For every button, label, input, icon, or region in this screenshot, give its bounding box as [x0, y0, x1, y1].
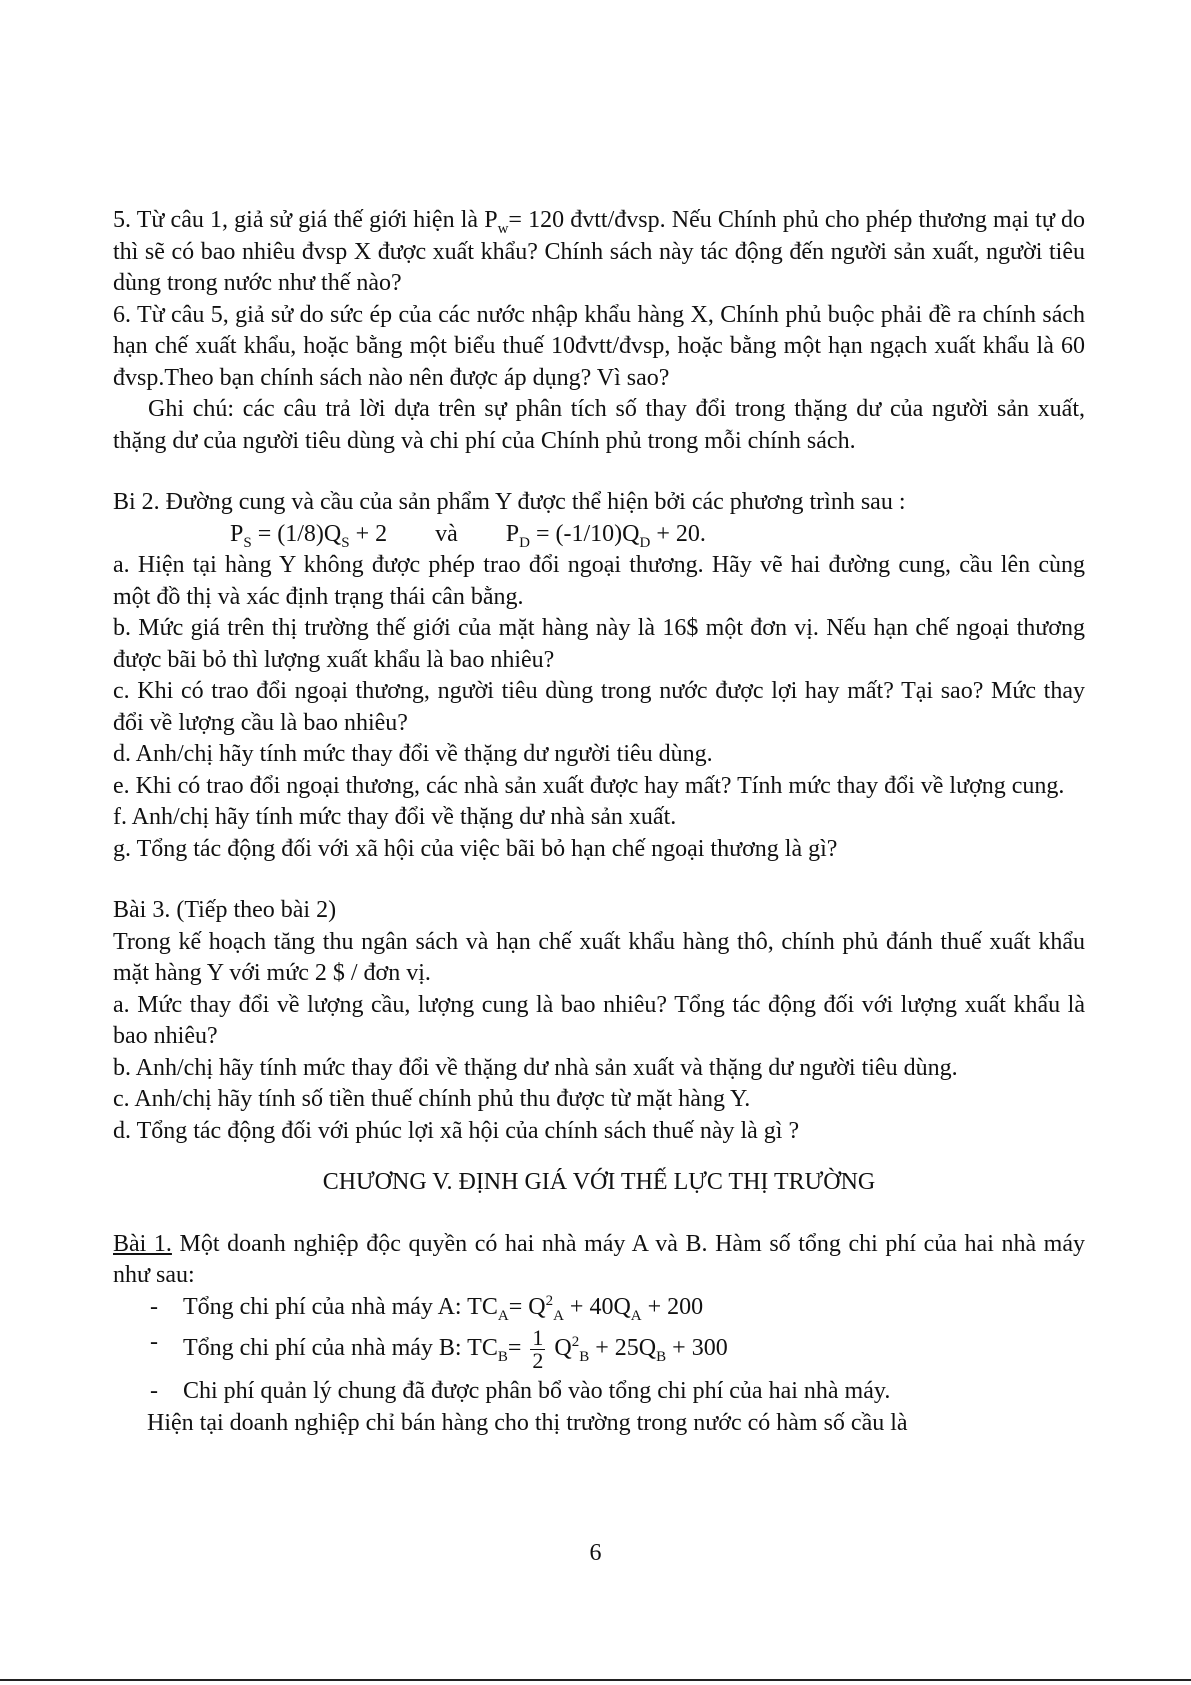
question-6: 6. Từ câu 5, giả sử do sức ép của các nước nhập khẩu hàng X, Chính phủ buộc phải đề ra chính sách hạn chế xuất khẩu, hoặc bằng một biểu thuế 10đvtt/đvsp, hoặc bằng một hạn ngạch xuất khẩu là 60 đvsp.Theo bạn chính sách nào nên được áp dụng? Vì sao? [113, 301, 1085, 391]
bai3-item-b: b. Anh/chị hãy tính mức thay đổi về thặng dư nhà sản xuất và thặng dư người tiêu dùng. [113, 1054, 958, 1081]
bai2-intro: Bi 2. Đường cung và cầu của sản phẩm Y được thể hiện bởi các phương trình sau : [113, 489, 906, 515]
fraction-one-half: $\frac{1}{2}$ [532, 1325, 544, 1373]
bai2-item-b: b. Mức giá trên thị trường thế giới của mặt hàng này là 16$ một đơn vị. Nếu hạn chế ngoại thương được bãi bỏ thì lượng xuất khẩu là bao nhiêu? [113, 615, 1085, 673]
bai3-item-d: d. Tổng tác động đối với phúc lợi xã hội của chính sách thuế này là gì ? [113, 1117, 800, 1144]
bai2-item-g: g. Tổng tác động đối với xã hội của việc bãi bỏ hạn chế ngoại thương là gì? [113, 835, 838, 862]
bai3-intro: Trong kế hoạch tăng thu ngân sách và hạn chế xuất khẩu hàng thô, chính phủ đánh thuế xuất khẩu mặt hàng Y với mức 2 $ / đơn vị. [113, 928, 1085, 986]
note: Ghi chú: các câu trả lời dựa trên sự phân tích số thay đổi trong thặng dư của người sản xuất, thặng dư của người tiêu dùng và chi phí của Chính phủ trong mỗi chính sách. [113, 396, 1085, 454]
bai2-item-e: e. Khi có trao đổi ngoại thương, các nhà sản xuất được hay mất? Tính mức thay đổi về lượng cung. [113, 772, 1065, 799]
page-number: 6 [589, 1540, 602, 1566]
bai2-item-d: d. Anh/chị hãy tính mức thay đổi về thặng dư người tiêu dùng. [113, 741, 713, 767]
question-5: 5. Từ câu 1, giả sử giá thế giới hiện là $P_w= 120$ đvtt/đvsp. Nếu Chính phủ cho phép thương mại tự do thì sẽ có bao nhiêu đvsp X được xuất khẩu? Chính sách này tác động đến người sản xuất, người tiêu dùng trong nước như thế nào? [113, 207, 1086, 296]
demand-intro: Hiện tại doanh nghiệp chỉ bán hàng cho thị trường trong nước có hàm số cầu là [147, 1409, 908, 1436]
tc-b-line: - Tổng chi phí của nhà máy B: $TC_B=$ $\frac{1}{2}$ $Q^2_B + 25Q_B + 300$ [150, 1325, 728, 1373]
bai3-item-c: c. Anh/chị hãy tính số tiền thuế chính phủ thu được từ mặt hàng Y. [113, 1086, 751, 1112]
bai3-title: Bài 3. (Tiếp theo bài 2) [113, 897, 337, 923]
ch5-bai1-intro: Bài 1. Một doanh nghiệp độc quyền có hai nhà máy A và B. Hàm số tổng chi phí của hai nhà máy như sau: [113, 1230, 1086, 1288]
mgmt-cost-line: - Chi phí quản lý chung đã được phân bổ vào tổng chi phí của hai nhà máy. [150, 1378, 891, 1404]
bai2-item-a: a. Hiện tại hàng Y không được phép trao đổi ngoại thương. Hãy vẽ hai đường cung, cầu lên cùng một đồ thị và xác định trạng thái cân bằng. [113, 552, 1085, 610]
ch5-bai1-label: Bài 1. [113, 1230, 172, 1257]
bai2-equations: $P_S = (1/8)Q_S + 2$ và $P_D = (-1/10)Q_D + 20$. [230, 520, 706, 551]
chapter-title: CHƯƠNG V. ĐỊNH GIÁ VỚI THẾ LỰC THỊ TRƯỜNG [322, 1169, 876, 1195]
bai2-item-c: c. Khi có trao đổi ngoại thương, người tiêu dùng trong nước được lợi hay mất? Tại sao? Mức thay đổi về lượng cầu là bao nhiêu? [113, 678, 1085, 736]
bai3-item-a: a. Mức thay đổi về lượng cầu, lượng cung là bao nhiêu? Tổng tác động đối với lượng xuất khẩu là bao nhiêu? [113, 991, 1085, 1049]
tc-a-line: - Tổng chi phí của nhà máy A: $TC_A= Q^2_A + 40Q_A + 200$ [150, 1292, 704, 1324]
footer-rule [0, 1679, 1191, 1681]
document-page [113, 205, 1085, 1439]
bai2-item-f: f. Anh/chị hãy tính mức thay đổi về thặng dư nhà sản xuất. [113, 804, 677, 830]
